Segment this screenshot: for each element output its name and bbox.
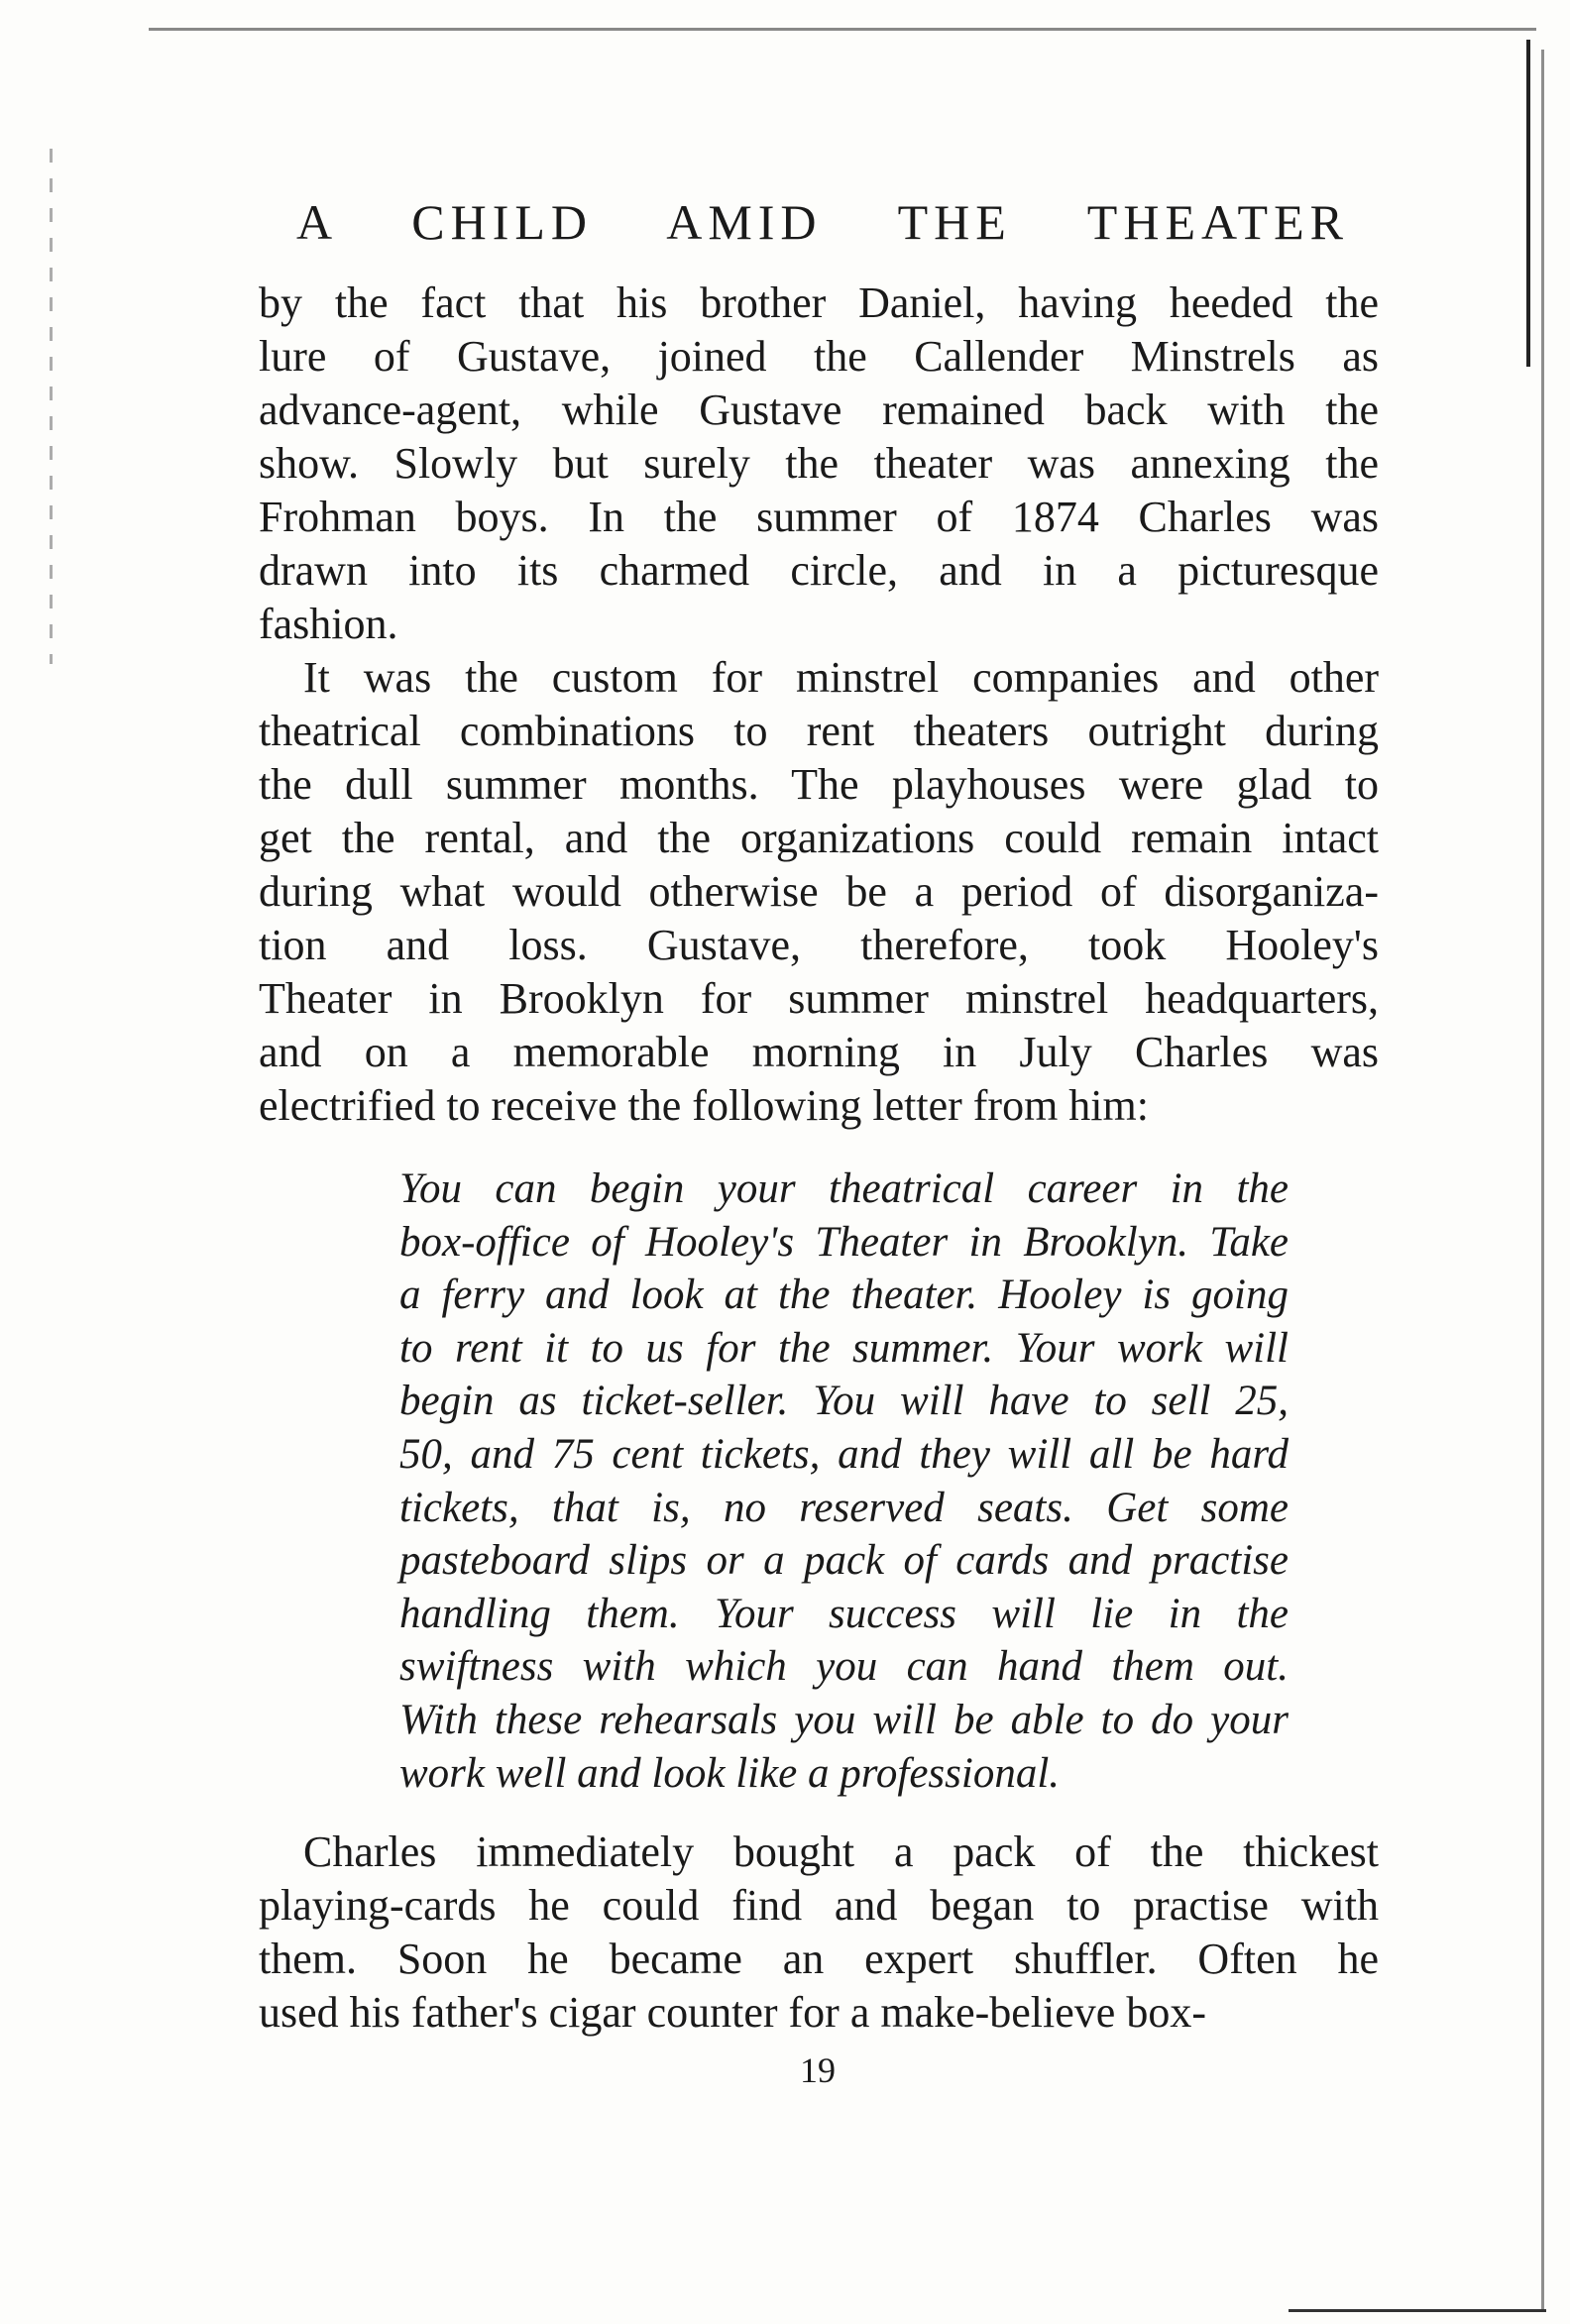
text-line: and on a memorable morning in July Charles was xyxy=(259,1028,1379,1076)
page-number: 19 xyxy=(800,2050,836,2090)
letter-line: You can begin your theatrical career in the xyxy=(399,1165,1289,1212)
text-line: lure of Gustave, joined the Callender Minstrels as xyxy=(259,332,1379,381)
letter-line: begin as ticket-seller. You will have to sell 25, xyxy=(399,1378,1289,1425)
body-text-top xyxy=(259,277,1379,1133)
text-line: show. Slowly but surely the theater was annexing the xyxy=(259,439,1379,488)
text-line: advance-agent, while Gustave remained back with the xyxy=(259,386,1379,434)
running-header: A CHILD AMID THE THEATER xyxy=(296,194,1349,250)
letter-line: swiftness with which you can hand them out. xyxy=(399,1643,1289,1691)
scan-edge-bottom xyxy=(1289,2309,1546,2312)
text-line: drawn into its charmed circle, and in a picturesque xyxy=(259,546,1379,595)
text-line: theatrical combinations to rent theaters outright during xyxy=(259,707,1379,755)
text-line: during what would otherwise be a period of disorganiza- xyxy=(259,867,1379,916)
text-line: electrified to receive the following letter from him: xyxy=(259,1081,1149,1130)
text-line: by the fact that his brother Daniel, having heeded the xyxy=(259,278,1379,327)
text-line: used his father's cigar counter for a make-believe box- xyxy=(259,1988,1206,2037)
letter-line: handling them. Your success will lie in the xyxy=(399,1590,1289,1637)
text-line: Charles immediately bought a pack of the thickest xyxy=(303,1827,1379,1876)
text-line: them. Soon he became an expert shuffler. Often he xyxy=(259,1935,1379,1983)
text-line: the dull summer months. The playhouses were glad to xyxy=(259,760,1379,809)
scan-edge-left xyxy=(50,149,53,664)
text-line: Theater in Brooklyn for summer minstrel headquarters, xyxy=(259,974,1379,1023)
text-line: fashion. xyxy=(259,600,398,648)
letter-line: 50, and 75 cent tickets, and they will all be hard xyxy=(399,1430,1289,1478)
scan-edge-top xyxy=(149,28,1536,31)
text-line: tion and loss. Gustave, therefore, took Hooley's xyxy=(259,921,1379,969)
body-text-bottom xyxy=(259,1826,1379,2040)
letter-line: a ferry and look at the theater. Hooley is going xyxy=(399,1272,1289,1319)
letter-line: tickets, that is, no reserved seats. Get some xyxy=(399,1484,1289,1531)
scan-edge-right xyxy=(1541,50,1544,2309)
letter-line: work well and look like a professional. xyxy=(399,1749,1061,1797)
letter-line: pasteboard slips or a pack of cards and practise xyxy=(399,1537,1289,1585)
letter-line: box-office of Hooley's Theater in Brooklyn. Take xyxy=(399,1218,1289,1266)
scan-edge-right-dark xyxy=(1526,40,1530,367)
quoted-letter xyxy=(399,1162,1289,1800)
letter-line: to rent it to us for the summer. Your work will xyxy=(399,1324,1289,1372)
letter-line: With these rehearsals you will be able to do your xyxy=(399,1696,1289,1743)
text-line: It was the custom for minstrel companies and other xyxy=(303,653,1379,702)
text-line: playing-cards he could find and began to practise with xyxy=(259,1881,1379,1930)
text-line: get the rental, and the organizations could remain intact xyxy=(259,814,1379,862)
text-line: Frohman boys. In the summer of 1874 Charles was xyxy=(259,493,1379,541)
